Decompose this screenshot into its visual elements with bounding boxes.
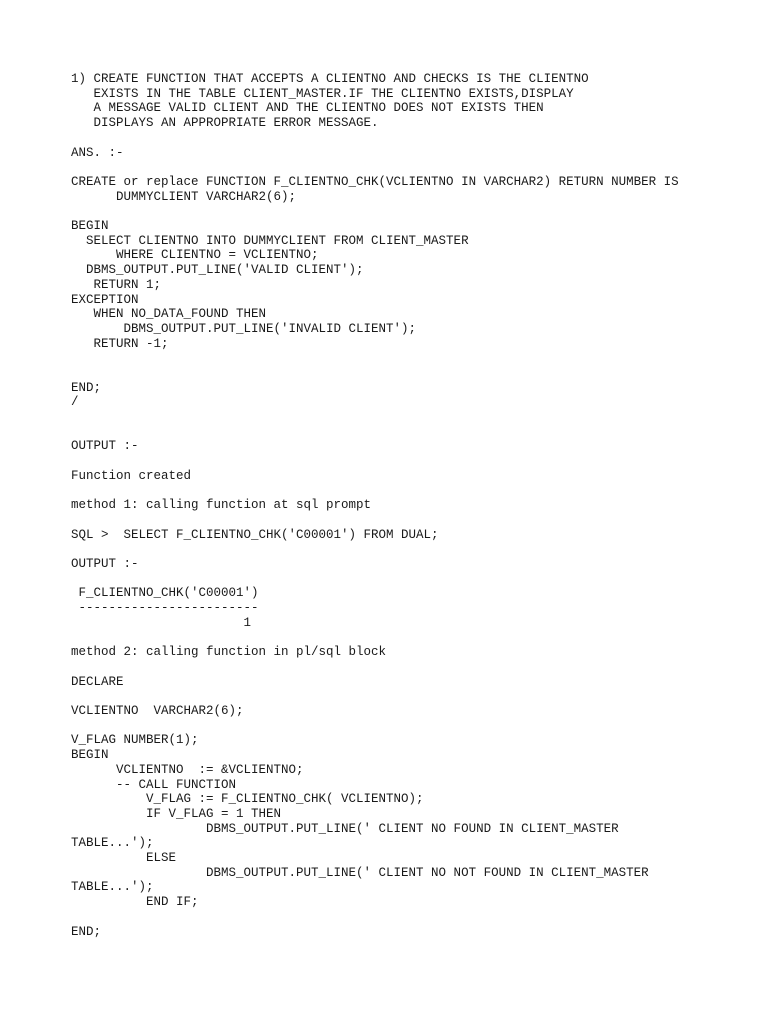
text-line: method 2: calling function in pl/sql block xyxy=(71,645,387,660)
text-line: SELECT CLIENTNO INTO DUMMYCLIENT FROM CLIENT_MASTER xyxy=(71,233,469,248)
text-line: END; xyxy=(71,380,102,395)
text-line xyxy=(71,484,768,499)
text-line: BEGIN xyxy=(71,748,109,763)
text-line: SQL > SELECT F_CLIENTNO_CHK('C00001') FROM DUAL; xyxy=(71,527,439,542)
text-line: method 1: calling function at sql prompt xyxy=(71,498,372,513)
text-line xyxy=(71,351,768,366)
text-line: VCLIENTNO VARCHAR2(6); xyxy=(71,704,244,718)
document-text xyxy=(71,72,768,939)
text-line: BEGIN xyxy=(71,218,109,233)
text-line: A MESSAGE VALID CLIENT AND THE CLIENTNO DOES NOT EXISTS THEN xyxy=(71,101,544,116)
text-line: TABLE...'); xyxy=(71,836,154,851)
text-line xyxy=(71,410,768,425)
text-line: CREATE or replace FUNCTION F_CLIENTNO_CHK(VCLIENTNO IN VARCHAR2) RETURN NUMBER IS xyxy=(71,174,679,189)
text-line: ------------------------ xyxy=(71,601,259,616)
text-line: TABLE...'); xyxy=(71,880,154,895)
text-line xyxy=(71,910,768,925)
text-line xyxy=(71,689,768,704)
text-line: -- CALL FUNCTION xyxy=(71,777,237,792)
text-line xyxy=(71,542,768,557)
text-line: DECLARE xyxy=(71,674,124,689)
text-line: VCLIENTNO := &VCLIENTNO; xyxy=(71,762,304,777)
text-line: WHERE CLIENTNO = VCLIENTNO; xyxy=(71,248,319,263)
text-line: 1) CREATE FUNCTION THAT ACCEPTS A CLIENTNO AND CHECKS IS THE CLIENTNO xyxy=(71,72,589,86)
text-line: EXCEPTION xyxy=(71,292,139,307)
text-line: Function created xyxy=(71,468,192,483)
text-line: END; xyxy=(71,924,102,939)
text-line xyxy=(71,160,768,175)
text-line: DBMS_OUTPUT.PUT_LINE('VALID CLIENT'); xyxy=(71,263,364,278)
text-line: EXISTS IN THE TABLE CLIENT_MASTER.IF THE CLIENTNO EXISTS,DISPLAY xyxy=(71,86,574,101)
text-line: F_CLIENTNO_CHK('C00001') xyxy=(71,586,259,601)
text-line: DBMS_OUTPUT.PUT_LINE('INVALID CLIENT'); xyxy=(71,321,417,336)
text-line: DBMS_OUTPUT.PUT_LINE(' CLIENT NO NOT FOUND IN CLIENT_MASTER xyxy=(71,865,649,880)
text-line: OUTPUT :- xyxy=(71,439,139,454)
text-line: V_FLAG := F_CLIENTNO_CHK( VCLIENTNO); xyxy=(71,792,424,807)
text-line xyxy=(71,719,768,734)
text-line xyxy=(71,513,768,528)
text-line: 1 xyxy=(71,615,252,630)
text-line: IF V_FLAG = 1 THEN xyxy=(71,806,282,821)
text-line xyxy=(71,660,768,675)
text-line xyxy=(71,454,768,469)
text-line: RETURN 1; xyxy=(71,277,162,292)
text-line: ELSE xyxy=(71,851,177,866)
text-line xyxy=(71,572,768,587)
text-line xyxy=(71,425,768,440)
text-line: / xyxy=(71,395,79,410)
text-line xyxy=(71,131,768,146)
text-line xyxy=(71,631,768,646)
text-line: V_FLAG NUMBER(1); xyxy=(71,733,199,748)
text-line: OUTPUT :- xyxy=(71,557,139,572)
text-line: WHEN NO_DATA_FOUND THEN xyxy=(71,307,267,322)
text-line xyxy=(71,366,768,381)
text-line: DUMMYCLIENT VARCHAR2(6); xyxy=(71,189,297,204)
text-line: RETURN -1; xyxy=(71,336,169,351)
text-line: DBMS_OUTPUT.PUT_LINE(' CLIENT NO FOUND IN CLIENT_MASTER xyxy=(71,821,619,836)
text-line xyxy=(71,204,768,219)
text-line: ANS. :- xyxy=(71,145,124,160)
text-line: END IF; xyxy=(71,895,199,910)
text-line: DISPLAYS AN APPROPRIATE ERROR MESSAGE. xyxy=(71,116,379,131)
